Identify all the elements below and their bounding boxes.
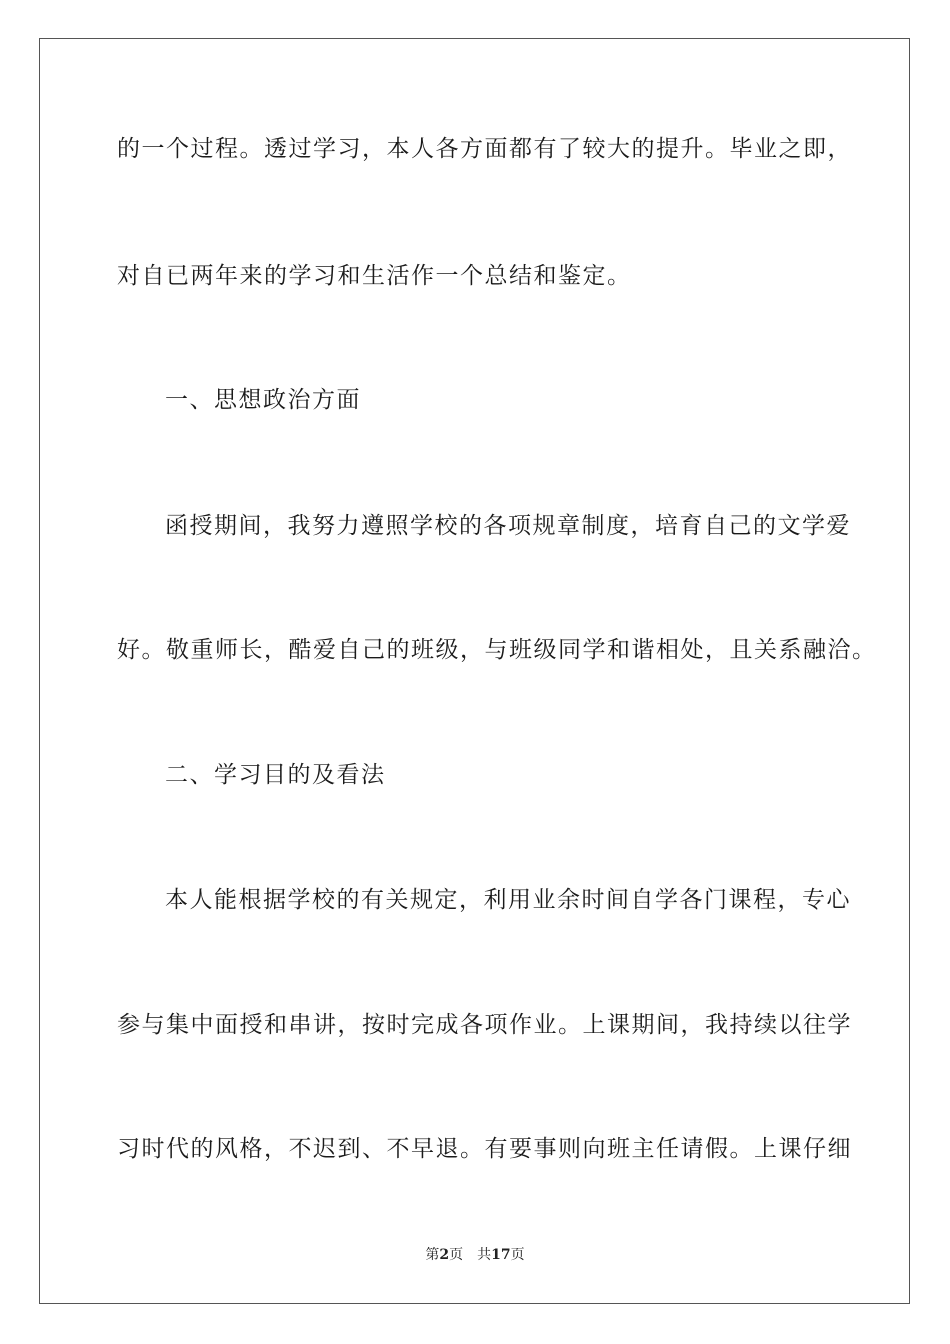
page-prefix: 第: [425, 1247, 440, 1263]
text-line-4: 好。敬重师长，酷爱自己的班级，与班级同学和谐相处，且关系融洽。: [117, 637, 877, 663]
section-heading-1: 一、思想政治方面: [165, 387, 361, 413]
page-border: [39, 38, 910, 1304]
text-line-3: 函授期间，我努力遵照学校的各项规章制度，培育自己的文学爱: [165, 513, 851, 539]
total-pages: 17: [491, 1247, 511, 1263]
text-line-1: 的一个过程。透过学习，本人各方面都有了较大的提升。毕业之即，: [117, 136, 852, 162]
page-suffix: 页: [449, 1247, 464, 1263]
text-line-7: 习时代的风格，不迟到、不早退。有要事则向班主任请假。上课仔细: [117, 1136, 852, 1162]
total-prefix: 共: [477, 1247, 492, 1263]
text-line-2: 对自已两年来的学习和生活作一个总结和鉴定。: [117, 263, 632, 289]
text-line-6: 参与集中面授和串讲，按时完成各项作业。上课期间，我持续以往学: [117, 1012, 852, 1038]
total-suffix: 页: [510, 1247, 525, 1263]
text-line-5: 本人能根据学校的有关规定，利用业余时间自学各门课程，专心: [165, 887, 851, 913]
section-heading-2: 二、学习目的及看法: [165, 762, 386, 788]
page-footer: [0, 1246, 950, 1264]
page-number: 2: [439, 1247, 450, 1263]
